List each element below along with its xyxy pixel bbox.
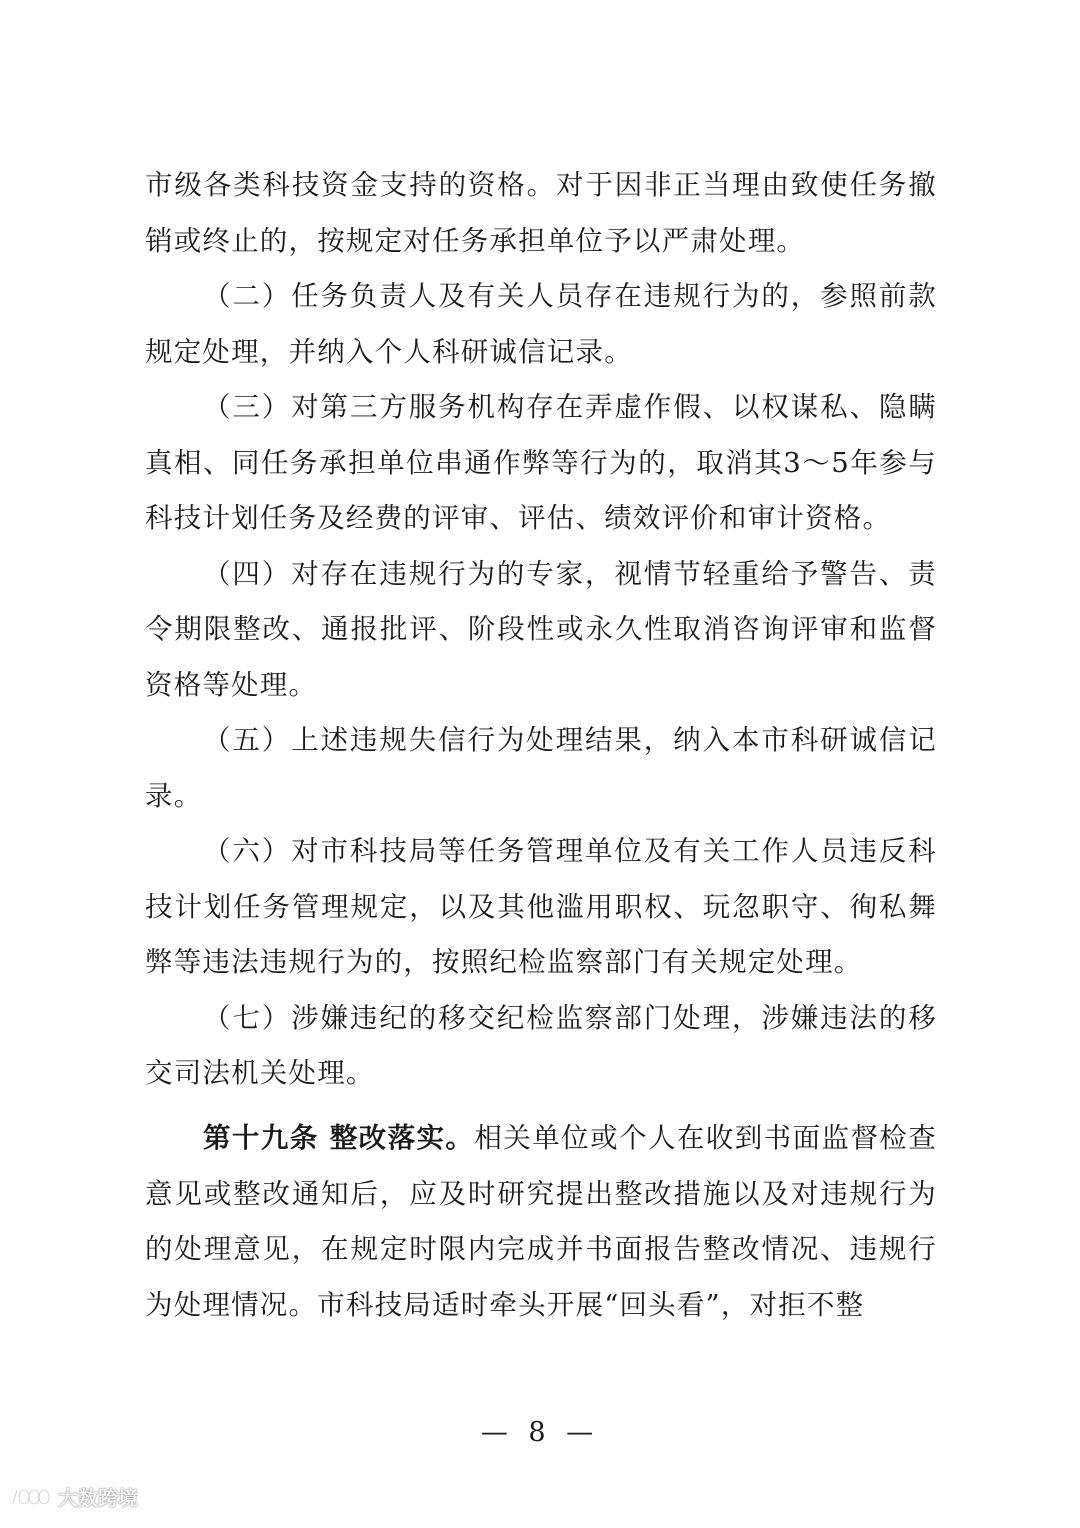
article-heading: 第十九条 整改落实。: [203, 1122, 475, 1154]
paragraph-item-4: （四）对存在违规行为的专家，视情节轻重给予警告、责令期限整改、通报批评、阶段性或永久性取消咨询评审和监督资格等处理。: [145, 557, 937, 701]
paragraph-item-3: （三）对第三方服务机构存在弄虚作假、以权谋私、隐瞒真相、同任务承担单位串通作弊等行为的，取消其3～5年参与科技计划任务及经费的评审、评估、绩效评价和审计资格。: [145, 391, 937, 534]
paragraph-item-5: （五）上述违规失信行为处理结果，纳入本市科研诚信记录。: [145, 724, 937, 812]
article-paragraph: [145, 1111, 937, 1333]
body-text-upper: [145, 158, 937, 1102]
paragraph-item-2: （二）任务负责人及有关人员存在违规行为的，参照前款规定处理，并纳入个人科研诚信记录。: [145, 280, 937, 368]
paragraph-item-7: （七）涉嫌违纪的移交纪检监察部门处理，涉嫌违法的移交司法机关处理。: [145, 1001, 937, 1089]
article-19: [145, 1111, 937, 1333]
paragraph-item-6: （六）对市科技局等任务管理单位及有关工作人员违反科技计划任务管理规定，以及其他滥用职权、玩忽职守、徇私舞弊等违法违规行为的，按照纪检监察部门有关规定处理。: [145, 835, 937, 978]
watermark-label: 大数跨境: [58, 1486, 138, 1510]
watermark: [10, 1482, 138, 1511]
paragraph-continuation: 市级各类科技资金支持的资格。对于因非正当理由致使任务撤销或终止的，按规定对任务承担单位予以严肃处理。: [145, 169, 937, 257]
article-body: 相关单位或个人在收到书面监督检查意见或整改通知后，应及时研究提出整改措施以及对违规行为的处理意见，在规定时限内完成并书面报告整改情况、违规行为处理情况。市科技局适时牵头开展“回头看”，对拒不整: [145, 1122, 938, 1321]
page-number: — 8 —: [480, 1417, 600, 1448]
watermark-logo-icon: [10, 1484, 52, 1510]
